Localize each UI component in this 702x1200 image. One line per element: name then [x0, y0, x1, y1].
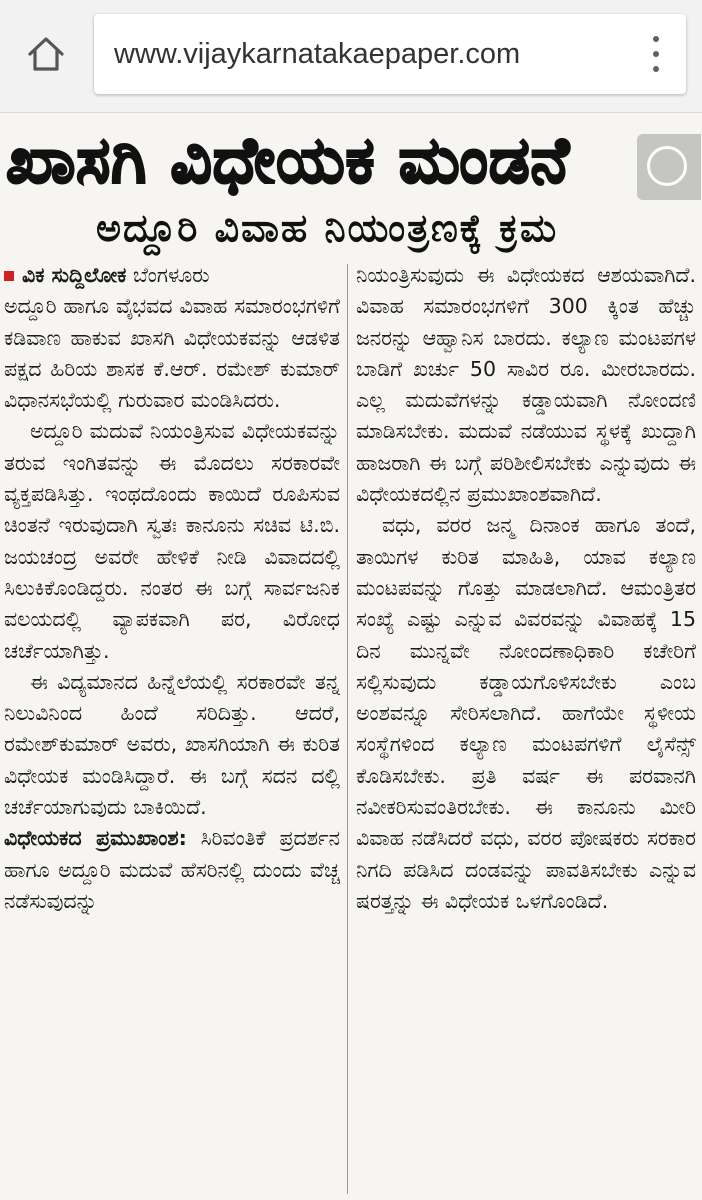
paragraph: ವಧು, ವರರ ಜನ್ಮ ದಿನಾಂಕ ಹಾಗೂ ತಂದೆ, ತಾಯಿಗಳ ಕುರಿತ ಮಾಹಿತಿ, ಯಾವ ಕಲ್ಯಾಣ ಮಂಟಪವನ್ನು ಗೊತ್ತು ಮಾಡಲಾಗಿದೆ. ಆಮಂತ್ರಿತರ ಸಂಖ್ಯೆ ಎಷ್ಟು ಎನ್ನುವ ವಿವರವನ್ನು ವಿವಾಹಕ್ಕೆ 15 ದಿನ ಮುನ್ನವೇ ನೋಂದಣಾಧಿಕಾರಿ ಕಚೇರಿಗೆ ಸಲ್ಲಿಸುವುದು ಕಡ್ಡಾಯಗೊಳಿಸಬೇಕು ಎಂಬ ಅಂಶವನ್ನೂ ಸೇರಿಸಲಾಗಿದೆ. ಹಾಗೆಯೇ ಸ್ಥಳೀಯ ಸಂಸ್ಥೆಗಳಿಂದ ಕಲ್ಯಾಣ ಮಂಟಪಗಳಿಗೆ ಲೈಸೆನ್ಸ್ ಕೊಡಿಸಬೇಕು. ಪ್ರತಿ ವರ್ಷ ಈ ಪರವಾನಗಿ ನವೀಕರಿಸುವಂತಿರಬೇಕು. ಈ ಕಾನೂನು ಮೀರಿ ವಿವಾಹ ನಡೆಸಿದರೆ ವಧು, ವರರ ಪೋಷಕರು ಸರಕಾರ ನಿಗದಿ ಪಡಿಸಿದ ದಂಡವನ್ನು ಪಾವತಿಸಬೇಕು ಎನ್ನುವ ಷರತ್ತನ್ನು ಈ ವಿಧೇಯಕ ಒಳಗೊಂಡಿದೆ.: [356, 513, 696, 913]
paragraph: ಅದ್ದೂರಿ ಮದುವೆ ನಿಯಂತ್ರಿಸುವ ವಿಧೇಯಕವನ್ನು ತರುವ ಇಂಗಿತವನ್ನು ಈ ಮೊದಲು ಸರಕಾರವೇ ವ್ಯಕ್ತಪಡಿಸಿತ್ತು. ಇಂಥದೊಂದು ಕಾಯಿದೆ ರೂಪಿಸುವ ಚಿಂತನೆ ಇರುವುದಾಗಿ ಸ್ವತಃ ಕಾನೂನು ಸಚಿವ ಟಿ.ಬಿ. ಜಯಚಂದ್ರ ಅವರೇ ಹೇಳಿಕೆ ನೀಡಿ ವಿವಾದದಲ್ಲಿ ಸಿಲುಕಿಕೊಂಡಿದ್ದರು. ನಂತರ ಈ ಬಗ್ಗೆ ಸಾರ್ವಜನಿಕ ವಲಯದಲ್ಲಿ ವ್ಯಾಪಕವಾಗಿ ಪರ, ವಿರೋಧ ಚರ್ಚೆಯಾಗಿತ್ತು.: [4, 419, 340, 663]
paragraph: ನಿಯಂತ್ರಿಸುವುದು ಈ ವಿಧೇಯಕದ ಆಶಯವಾಗಿದೆ. ವಿವಾಹ ಸಮಾರಂಭಗಳಿಗೆ 300 ಕ್ಕಿಂತ ಹೆಚ್ಚು ಜನರನ್ನು ಆಹ್ವಾನಿಸ ಬಾರದು. ಕಲ್ಯಾಣ ಮಂಟಪಗಳ ಬಾಡಿಗೆ ಖರ್ಚು 50 ಸಾವಿರ ರೂ. ಮೀರಬಾರದು. ಎಲ್ಲ ಮದುವೆಗಳನ್ನು ಕಡ್ಡಾಯವಾಗಿ ನೋಂದಣಿ ಮಾಡಿಸಬೇಕು. ಮದುವೆ ನಡೆಯುವ ಸ್ಥಳಕ್ಕೆ ಖುದ್ದಾಗಿ ಹಾಜರಾಗಿ ಈ ಬಗ್ಗೆ ಪರಿಶೀಲಿಸಬೇಕು ಎನ್ನುವುದು ಈ ವಿಧೇಯಕದಲ್ಲಿನ ಪ್ರಮುಖಾಂಶವಾಗಿದೆ.: [356, 263, 696, 507]
column-divider: [347, 264, 348, 1194]
home-button[interactable]: [14, 22, 78, 86]
subsection-text: ಸಿರಿವಂತಿಕೆ ಪ್ರದರ್ಶನ ಹಾಗೂ ಅದ್ದೂರಿ ಮದುವೆ ಹೆಸರಿನಲ್ಲಿ ದುಂದು ವೆಚ್ಚ ನಡೆಸುವುದನ್ನು: [4, 826, 340, 913]
paragraph: ಅದ್ದೂರಿ ಹಾಗೂ ವೈಭವದ ವಿವಾಹ ಸಮಾರಂಭಗಳಿಗೆ ಕಡಿವಾಣ ಹಾಕುವ ಖಾಸಗಿ ವಿಧೇಯಕವನ್ನು ಆಡಳಿತ ಪಕ್ಷದ ಹಿರಿಯ ಶಾಸಕ ಕೆ.ಆರ್. ರಮೇಶ್ ಕುಮಾರ್ ವಿಧಾನಸಭೆಯಲ್ಲಿ ಗುರುವಾರ ಮಂಡಿಸಿದರು.: [4, 294, 340, 413]
more-vert-icon[interactable]: [644, 36, 668, 72]
article-column-left: [4, 260, 340, 1198]
home-icon: [26, 34, 66, 74]
subheadline: ಅದ್ದೂರಿ ವಿವಾಹ ನಿಯಂತ್ರಣಕ್ಕೆ ಕ್ರಮ: [96, 206, 559, 250]
article-column-right: [356, 260, 696, 1198]
headline: ಖಾಸಗಿ ವಿಧೇಯಕ ಮಂಡನೆ: [6, 124, 570, 198]
bullet-marker: [4, 271, 14, 281]
subsection-paragraph: [4, 823, 340, 917]
byline: [4, 260, 340, 291]
byline-source: ವಿಕ ಸುದ್ದಿಲೋಕ: [22, 263, 127, 287]
article: [0, 112, 702, 1200]
circle-icon: [647, 146, 687, 186]
address-bar[interactable]: [94, 14, 686, 94]
paragraph: ಈ ವಿದ್ಯಮಾನದ ಹಿನ್ನೆಲೆಯಲ್ಲಿ ಸರಕಾರವೇ ತನ್ನ ನಿಲುವಿನಿಂದ ಹಿಂದೆ ಸರಿದಿತ್ತು. ಆದರೆ, ರಮೇಶ್‌ಕುಮಾರ್ ಅವರು, ಖಾಸಗಿಯಾಗಿ ಈ ಕುರಿತ ವಿಧೇಯಕ ಮಂಡಿಸಿದ್ದಾರೆ. ಈ ಬಗ್ಗೆ ಸದನ ದಲ್ಲಿ ಚರ್ಚೆಯಾಗುವುದು ಬಾಕಿಯಿದೆ.: [4, 669, 340, 820]
url-text: www.vijaykarnatakaepaper.com: [114, 38, 521, 70]
subsection-title: ವಿಧೇಯಕದ ಪ್ರಮುಖಾಂಶ:: [4, 826, 187, 851]
fast-scroll-handle[interactable]: [637, 134, 701, 200]
byline-place: ಬೆಂಗಳೂರು: [132, 263, 210, 287]
browser-toolbar: [0, 0, 702, 113]
